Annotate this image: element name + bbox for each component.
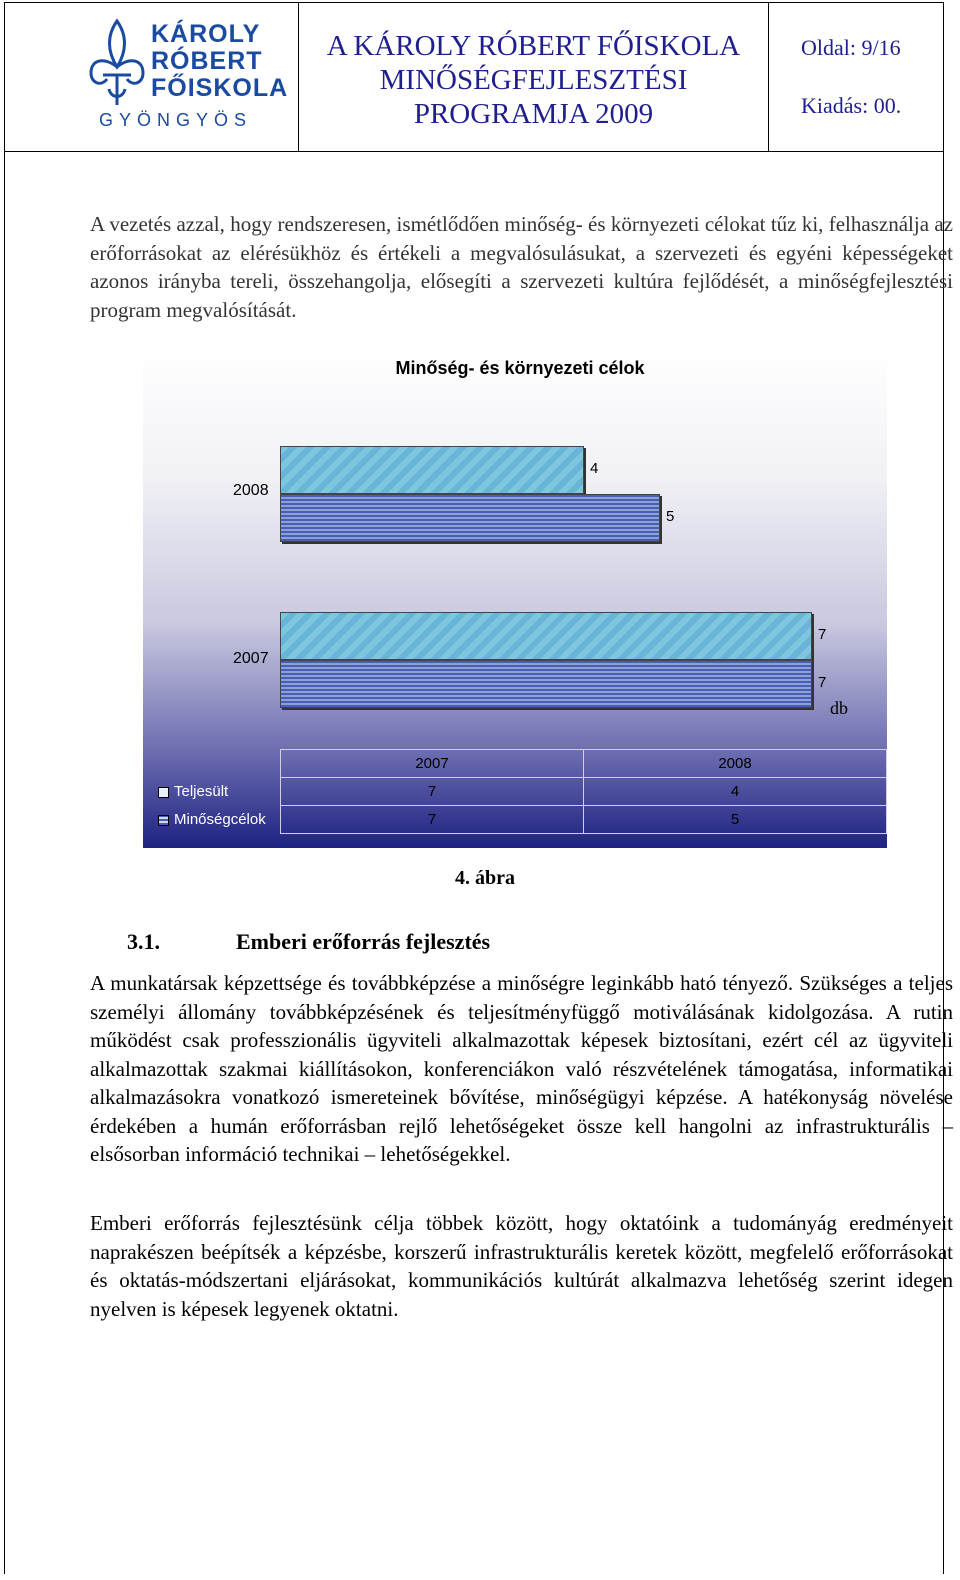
paragraph-2: Emberi erőforrás fejlesztésünk célja többek között, hogy oktatóink a tudományág eredményeit naprakészen beépítsék a képzésbe, korszerű infrastrukturális keretek között, megfelelő erőforrásokat és oktatás-módszertani eljárásokat, kommunikációs kultúrát alkalmazva lehetőség szerint idegen nyelven is képesek legyenek oktatni.: [90, 1211, 953, 1321]
legend-label: Minőségcélok: [174, 811, 266, 828]
data-label-teljesult-2008: 4: [590, 460, 599, 477]
category-label-2007: 2007: [233, 650, 269, 667]
header-title-cell: [299, 3, 769, 151]
bar-minosegcelok-2007: [280, 660, 812, 708]
title-line: PROGRAMJA 2009: [413, 98, 654, 130]
paragraph-1: A munkatársak képzettsége és továbbképzése a minőségre leginkább ható tényező. Szükséges a teljes személyi állomány továbbképzésének és teljesítményfüggő motiválásának kidolgozása. A rutin működést csak professzionális ügyviteli alkalmazottak képesek biztosítani, ezért cél az ügyviteli alkalmazottak szakmai kiállításokon, konferenciákon való részvételének támogatása, informatikai alkalmazásokra vonatkozó ismereteinek bővítése, minőségügyi képzése. A hatékonyság növelése érdekében a humán erőforrásban rejlő lehetőségeket össze kell hangolni az infrastrukturális – elsősorban információ technikai – lehetőségekkel.: [90, 971, 953, 1166]
logo-name-line: FŐISKOLA: [151, 74, 289, 102]
logo-name-line: KÁROLY: [151, 20, 261, 48]
title-line: A KÁROLY RÓBERT FŐISKOLA: [326, 30, 741, 62]
legend-label: Teljesült: [174, 783, 229, 800]
bar-minosegcelok-2008: [280, 494, 660, 542]
table-cell: 5: [584, 806, 887, 834]
logo-name: [151, 21, 288, 102]
data-label-minosegcelok-2008: 5: [666, 508, 675, 525]
unit-label: db: [830, 698, 848, 718]
table-column-header: 2007: [281, 750, 584, 778]
category-label-2008: 2008: [233, 482, 269, 499]
section-number: 3.1.: [127, 929, 160, 954]
chart-data-table: [158, 749, 887, 834]
table-corner: [158, 750, 281, 778]
section-title: Emberi erőforrás fejlesztés: [236, 929, 491, 954]
legend-key-teljesult: [158, 787, 169, 798]
logo-cell: [5, 3, 299, 151]
table-column-header: 2008: [584, 750, 887, 778]
table-row: [158, 778, 887, 806]
data-label-minosegcelok-2007: 7: [818, 674, 827, 691]
logo-city: GYÖNGYÖS: [99, 110, 253, 130]
table-cell: 7: [281, 778, 584, 806]
table-cell: 7: [281, 806, 584, 834]
legend-entry-teljesult: [158, 778, 281, 806]
page-number: Oldal: 9/16: [801, 35, 901, 60]
bar-teljesult-2008: [280, 446, 584, 494]
figure-caption: 4. ábra: [455, 867, 515, 889]
intro-paragraph: A vezetés azzal, hogy rendszeresen, ismétlődően minőség- és környezeti célokat tűz ki, felhasználja az erőforrásokat az elérésükhöz és értékeli a megvalósulásukat, a szervezeti és egyéni képességeket azonos irányba tereli, összehangolja, elősegíti a szervezeti kultúra fejlődését, a minőségfejlesztési program megvalósítását.: [90, 212, 953, 322]
edition: Kiadás: 00.: [801, 93, 902, 118]
table-row: [158, 806, 887, 834]
page-header: [4, 2, 944, 152]
logo-name-line: RÓBERT: [151, 47, 263, 75]
title-line: MINŐSÉGFEJLESZTÉSI: [379, 64, 688, 96]
table-cell: 4: [584, 778, 887, 806]
header-meta-cell: [769, 3, 943, 151]
bar-teljesult-2007: [280, 612, 812, 660]
chart-title: Minőség- és környezeti célok: [395, 358, 645, 378]
data-label-teljesult-2007: 7: [818, 626, 827, 643]
legend-entry-minosegcelok: [158, 806, 281, 834]
table-header-row: [158, 750, 887, 778]
legend-key-minosegcelok: [158, 815, 169, 826]
document-title: [327, 23, 740, 131]
fleur-de-lis-logo-icon: [87, 17, 147, 109]
